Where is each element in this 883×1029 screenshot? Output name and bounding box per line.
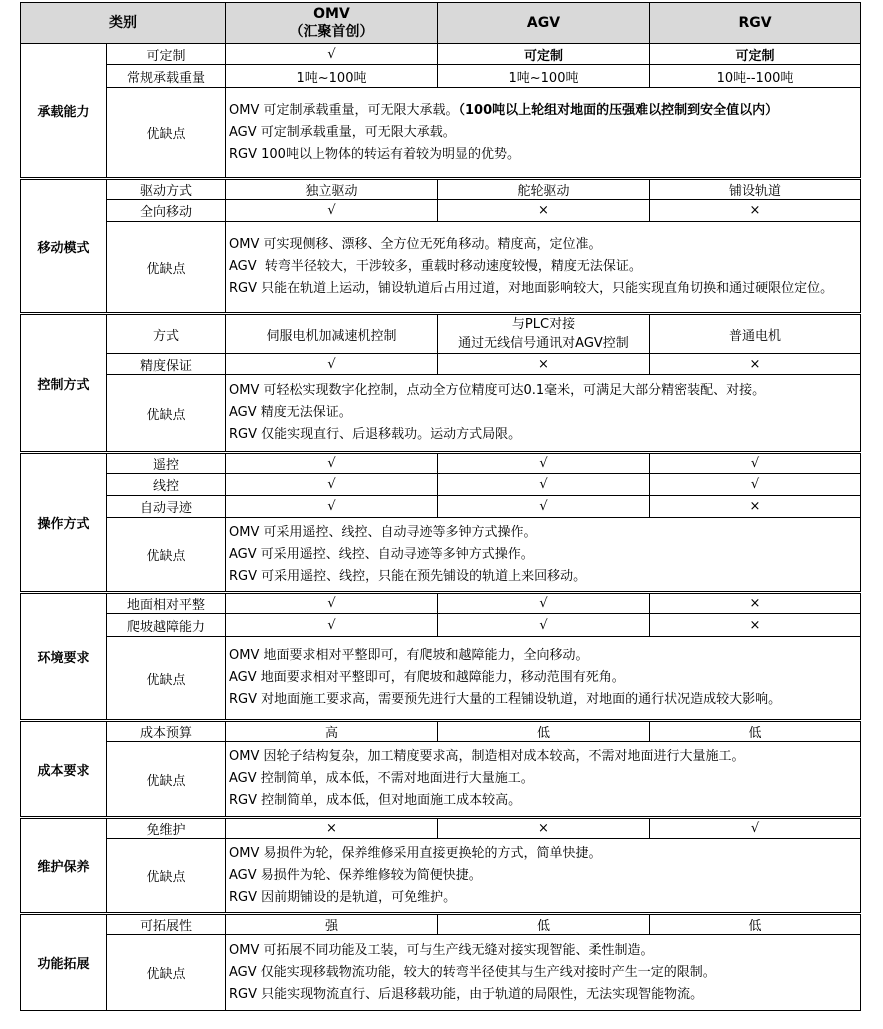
rgv-value: ×: [650, 354, 861, 375]
agv-value: 低: [438, 914, 650, 935]
table-row: [21, 818, 861, 839]
omv-value: 独立驱动: [226, 179, 438, 200]
table-row: [21, 914, 861, 935]
omv-value: √: [226, 614, 438, 637]
notes-label: 优缺点: [107, 222, 226, 314]
rgv-value: √: [650, 818, 861, 839]
notes-row: [21, 637, 861, 721]
row-label: 成本预算: [107, 721, 226, 742]
rgv-value: 低: [650, 721, 861, 742]
table-row: [21, 314, 861, 354]
table-row: [21, 179, 861, 200]
group-name: 承载能力: [21, 44, 107, 179]
agv-value-line: 通过无线信号通讯对AGV控制: [458, 336, 629, 351]
notes-line: AGV 精度无法保证。: [229, 405, 352, 420]
agv-value-line: 与PLC对接: [511, 317, 576, 332]
notes-line: AGV 易损件为轮、保养维修较为简便快捷。: [229, 867, 482, 883]
notes-line: AGV 控制简单，成本低，不需对地面进行大量施工。: [229, 771, 534, 786]
header-rgv: RGV: [650, 3, 861, 44]
notes-label: 优缺点: [107, 839, 226, 914]
rgv-value: 普通电机: [650, 314, 861, 354]
notes-line: AGV 转弯半径较大，干涉较多，重载时移动速度较慢，精度无法保证。: [229, 259, 642, 274]
agv-value: 1吨~100吨: [438, 65, 650, 88]
rgv-value: √: [650, 453, 861, 474]
notes-label: 优缺点: [107, 375, 226, 453]
row-label: 方式: [107, 314, 226, 354]
notes-label: 优缺点: [107, 518, 226, 593]
table-row: [21, 593, 861, 614]
agv-value: √: [438, 496, 650, 518]
table-row: [21, 200, 861, 222]
notes-cell: [226, 88, 861, 179]
comparison-table: [20, 2, 861, 1011]
notes-row: [21, 518, 861, 593]
notes-cell: [226, 518, 861, 593]
table-row: [21, 453, 861, 474]
agv-value: 可定制: [438, 44, 650, 65]
notes-label: 优缺点: [107, 935, 226, 1011]
rgv-value: ×: [650, 614, 861, 637]
rgv-value: 低: [650, 914, 861, 935]
omv-value: 1吨~100吨: [226, 65, 438, 88]
agv-value: √: [438, 614, 650, 637]
omv-value: √: [226, 200, 438, 222]
row-label: 自动寻迹: [107, 496, 226, 518]
omv-value: 伺服电机加减速机控制: [226, 314, 438, 354]
notes-line: AGV 可定制承载重量，可无限大承载。: [229, 124, 456, 140]
row-label: 可拓展性: [107, 914, 226, 935]
agv-value: √: [438, 474, 650, 496]
notes-cell: [226, 222, 861, 314]
row-label: 遥控: [107, 453, 226, 474]
omv-value: 强: [226, 914, 438, 935]
rgv-value: ×: [650, 496, 861, 518]
row-label: 地面相对平整: [107, 593, 226, 614]
group-name: 成本要求: [21, 721, 107, 818]
notes-line: AGV 地面要求相对平整即可，有爬坡和越障能力，移动范围有死角。: [229, 670, 625, 685]
notes-line: [229, 100, 860, 122]
notes-line: OMV 因轮子结构复杂，加工精度要求高，制造相对成本较高，不需对地面进行大量施工。: [229, 749, 745, 764]
omv-value: ×: [226, 818, 438, 839]
row-label: 全向移动: [107, 200, 226, 222]
row-label: 精度保证: [107, 354, 226, 375]
header-category: 类别: [21, 3, 226, 44]
agv-value: √: [438, 453, 650, 474]
row-label: 常规承载重量: [107, 65, 226, 88]
notes-line: RGV 100吨以上物体的转运有着较为明显的优势。: [229, 146, 520, 162]
notes-row: [21, 935, 861, 1011]
notes-line: OMV 可采用遥控、线控、自动寻迹等多钟方式操作。: [229, 524, 537, 540]
table-row: [21, 721, 861, 742]
agv-value: √: [438, 593, 650, 614]
notes-label: 优缺点: [107, 637, 226, 721]
group-name: 环境要求: [21, 593, 107, 721]
rgv-value: 铺设轨道: [650, 179, 861, 200]
table-row: [21, 474, 861, 496]
notes-label: 优缺点: [107, 742, 226, 818]
agv-value: ×: [438, 200, 650, 222]
header-omv-subtitle: （汇聚首创）: [289, 24, 374, 40]
agv-value: ×: [438, 354, 650, 375]
omv-value: √: [226, 496, 438, 518]
row-label: 线控: [107, 474, 226, 496]
omv-value: √: [226, 474, 438, 496]
notes-cell: [226, 742, 861, 818]
agv-value: 低: [438, 721, 650, 742]
header-omv: [226, 3, 438, 44]
omv-value: √: [226, 593, 438, 614]
notes-line: OMV 可拓展不同功能及工装，可与生产线无缝对接实现智能、柔性制造。: [229, 942, 654, 958]
notes-line: OMV 可实现侧移、漂移、全方位无死角移动。精度高，定位准。: [229, 237, 602, 252]
row-label: 驱动方式: [107, 179, 226, 200]
omv-value: √: [226, 354, 438, 375]
header-agv: AGV: [438, 3, 650, 44]
notes-cell: [226, 935, 861, 1011]
table-row: [21, 614, 861, 637]
row-label: 免维护: [107, 818, 226, 839]
notes-line: OMV 可轻松实现数字化控制，点动全方位精度可达0.1毫米，可满足大部分精密装配、对接。: [229, 383, 766, 398]
agv-value: 舵轮驱动: [438, 179, 650, 200]
omv-value: 高: [226, 721, 438, 742]
notes-line: RGV 只能在轨道上运动，铺设轨道后占用过道，对地面影响较大，只能实现直角切换和通过硬限位定位。: [229, 281, 834, 296]
notes-line-emphasis: （100吨以上轮组对地面的压强难以控制到安全值以内）: [458, 102, 779, 118]
notes-row: [21, 742, 861, 818]
notes-line: AGV 可采用遥控、线控、自动寻迹等多钟方式操作。: [229, 546, 534, 562]
group-name: 控制方式: [21, 314, 107, 453]
rgv-value: √: [650, 474, 861, 496]
notes-line: RGV 可采用遥控、线控，只能在预先铺设的轨道上来回移动。: [229, 568, 587, 584]
omv-value: √: [226, 453, 438, 474]
group-name: 操作方式: [21, 453, 107, 593]
notes-row: [21, 222, 861, 314]
rgv-value: 可定制: [650, 44, 861, 65]
notes-row: [21, 88, 861, 179]
table-row: [21, 496, 861, 518]
row-label: 可定制: [107, 44, 226, 65]
notes-line-text: OMV 可定制承载重量，可无限大承载。: [229, 102, 459, 118]
notes-line: RGV 控制简单，成本低，但对地面施工成本较高。: [229, 793, 522, 808]
notes-cell: [226, 839, 861, 914]
table-row: [21, 44, 861, 65]
agv-value: [438, 314, 650, 354]
group-name: 功能拓展: [21, 914, 107, 1011]
row-label: 爬坡越障能力: [107, 614, 226, 637]
group-name: 移动模式: [21, 179, 107, 314]
table-row: [21, 354, 861, 375]
notes-line: RGV 对地面施工要求高，需要预先进行大量的工程铺设轨道，对地面的通行状况造成较大影响。: [229, 692, 782, 707]
notes-cell: [226, 375, 861, 453]
notes-row: [21, 839, 861, 914]
notes-cell: [226, 637, 861, 721]
agv-value: ×: [438, 818, 650, 839]
notes-line: AGV 仅能实现移载物流功能，较大的转弯半径使其与生产线对接时产生一定的限制。: [229, 964, 716, 980]
notes-label: 优缺点: [107, 88, 226, 179]
notes-row: [21, 375, 861, 453]
rgv-value: ×: [650, 593, 861, 614]
notes-line: OMV 易损件为轮，保养维修采用直接更换轮的方式，简单快捷。: [229, 845, 602, 861]
notes-line: RGV 因前期铺设的是轨道，可免维护。: [229, 889, 457, 905]
omv-value: √: [226, 44, 438, 65]
header-row: [21, 3, 861, 44]
table-row: [21, 65, 861, 88]
notes-line: RGV 仅能实现直行、后退移载功。运动方式局限。: [229, 427, 522, 442]
group-name: 维护保养: [21, 818, 107, 914]
rgv-value: 10吨--100吨: [650, 65, 861, 88]
header-omv-title: OMV: [313, 6, 350, 22]
notes-line: OMV 地面要求相对平整即可，有爬坡和越障能力，全向移动。: [229, 648, 589, 663]
rgv-value: ×: [650, 200, 861, 222]
notes-line: RGV 只能实现物流直行、后退移载功能，由于轨道的局限性，无法实现智能物流。: [229, 986, 704, 1002]
